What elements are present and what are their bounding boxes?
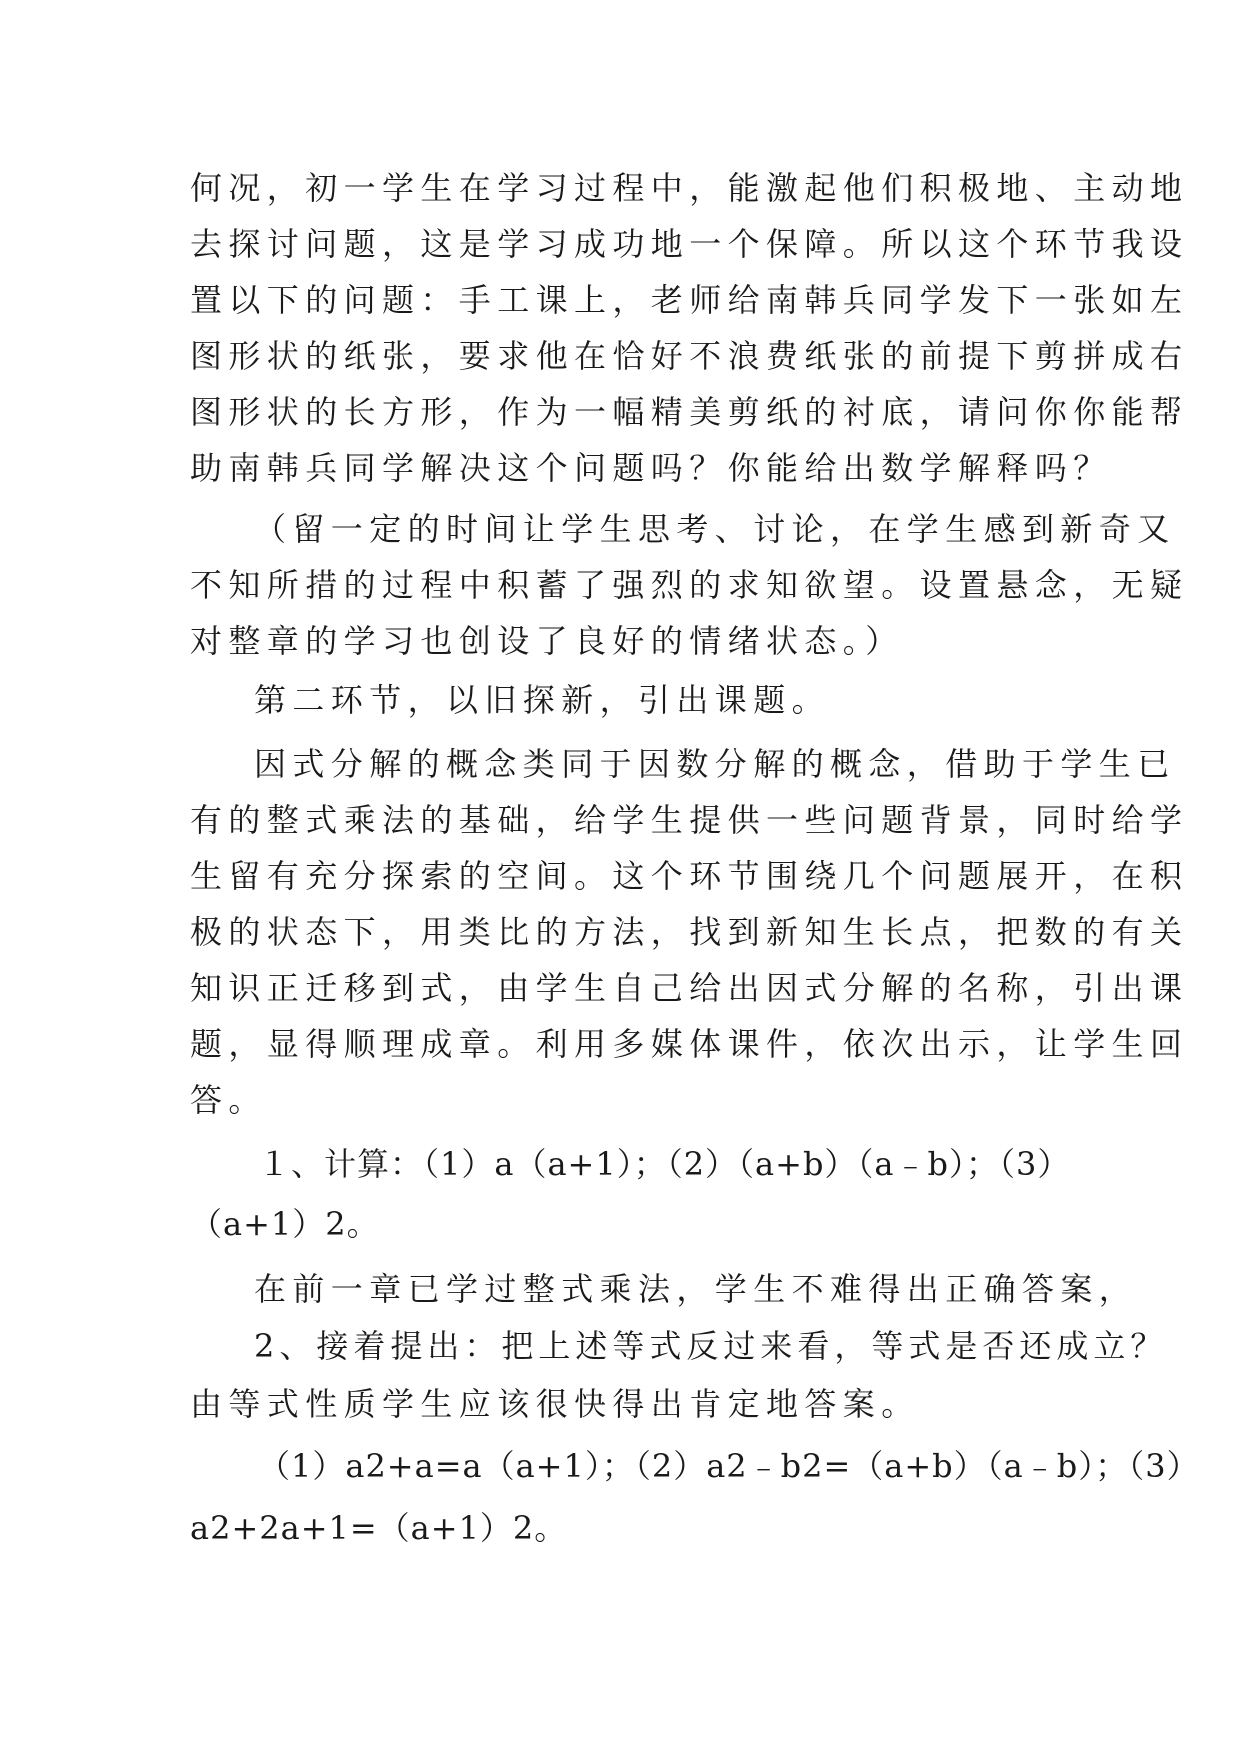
paragraph-line: 图形状的纸张，要求他在恰好不浪费纸张的前提下剪拼成右 — [190, 337, 1189, 375]
paragraph-line: 不知所措的过程中积蓄了强烈的求知欲望。设置悬念，无疑 — [190, 566, 1189, 604]
question-line: １、计算：（1）a（a+1）；（2）（a+b）（a﹣b）；（3） — [258, 1145, 1071, 1183]
paragraph-line: 知识正迁移到式，由学生自己给出因式分解的名称，引出课 — [190, 969, 1189, 1007]
section-heading: 第二环节，以旧探新，引出课题。 — [254, 681, 831, 719]
equation-line: （1）a2+a=a（a+1）；（2）a2﹣b2=（a+b）（a﹣b）；（3） — [258, 1447, 1200, 1485]
paragraph-line: 极的状态下，用类比的方法，找到新知生长点，把数的有关 — [190, 913, 1189, 951]
paragraph-line: 有的整式乘法的基础，给学生提供一些问题背景，同时给学 — [190, 801, 1189, 839]
paragraph-line: 题，显得顺理成章。利用多媒体课件，依次出示，让学生回 — [190, 1025, 1189, 1063]
equation-line: a2+2a+1=（a+1）2。 — [190, 1509, 568, 1547]
paragraph-line: 因式分解的概念类同于因数分解的概念，借助于学生已 — [254, 745, 1176, 783]
paragraph-line: 助南韩兵同学解决这个问题吗？你能给出数学解释吗？ — [190, 449, 1112, 487]
paragraph-line: 去探讨问题，这是学习成功地一个保障。所以这个环节我设 — [190, 225, 1189, 263]
paragraph-line: 何况，初一学生在学习过程中，能激起他们积极地、主动地 — [190, 169, 1189, 207]
paragraph-line: 置以下的问题：手工课上，老师给南韩兵同学发下一张如左 — [190, 281, 1189, 319]
paragraph-line: 由等式性质学生应该很快得出肯定地答案。 — [190, 1385, 920, 1423]
question-line: （a+1）2。 — [190, 1205, 380, 1243]
paragraph-line: 2、接着提出：把上述等式反过来看，等式是否还成立？ — [254, 1327, 1168, 1365]
paragraph-line: 在前一章已学过整式乘法，学生不难得出正确答案， — [254, 1270, 1138, 1308]
paragraph-line: 对整章的学习也创设了良好的情绪状态。） — [190, 622, 904, 660]
paragraph-line: （留一定的时间让学生思考、讨论，在学生感到新奇又 — [254, 510, 1176, 548]
paragraph-line: 图形状的长方形，作为一幅精美剪纸的衬底，请问你你能帮 — [190, 393, 1189, 431]
paragraph-line: 生留有充分探索的空间。这个环节围绕几个问题展开，在积 — [190, 857, 1189, 895]
paragraph-line: 答。 — [190, 1081, 267, 1119]
